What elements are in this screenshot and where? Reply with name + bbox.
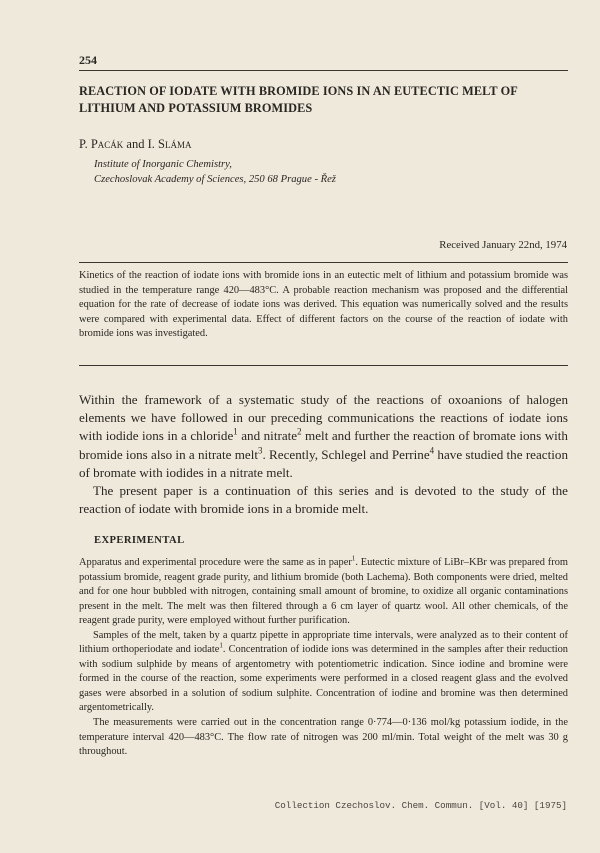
experimental-paragraph-2 xyxy=(79,629,568,716)
experimental-section xyxy=(79,556,568,760)
abstract-top-rule xyxy=(79,262,568,263)
article-title: REACTION OF IODATE WITH BROMIDE IONS IN AN EUTECTIC MELT OF LITHIUM AND POTASSIUM BROMIDES xyxy=(79,84,518,115)
author1-last-rest: acák xyxy=(97,137,124,151)
ref-1: 1 xyxy=(233,427,238,438)
section-heading-experimental: EXPERIMENTAL xyxy=(94,535,185,546)
intro-paragraph-2: The present paper is a continuation of this series and is devoted to the study of the reaction of iodate with bromide ions in a bromide melt. xyxy=(79,483,568,517)
exp-ref-1: 1 xyxy=(351,554,356,563)
intro-text-e: have studied the reaction of bromate with iodides in a nitrate melt. xyxy=(79,446,568,480)
footer-citation: Collection Czechoslov. Chem. Commun. [Vol. 40] [1975] xyxy=(274,800,567,811)
author2-last-initial: S xyxy=(158,137,165,151)
abstract-bottom-rule xyxy=(79,365,568,366)
exp-p1-text-a: Apparatus and experimental procedure were the same as in paper xyxy=(79,557,352,568)
authors xyxy=(79,137,191,152)
exp-p2-text-a: Samples of the melt, taken by a quartz pipette in appropriate time intervals, were analyzed as to their content of lithium orthoperiodate and iodate xyxy=(79,629,568,656)
received-date: Received January 22nd, 1974 xyxy=(439,239,567,251)
intro-text-b: and nitrate xyxy=(237,428,298,444)
intro-text-c: melt and further the reaction of bromate ions with bromide ions also in a nitrate melt xyxy=(79,428,568,462)
introduction xyxy=(79,391,568,518)
author2-last-rest: láma xyxy=(164,137,192,151)
affiliation-line2: Czechoslovak Academy of Sciences, 250 68 Prague - Řež xyxy=(94,174,336,185)
intro-text-a: Within the framework of a systematic study of the reactions of oxoanions of halogen elements we have followed in our preceding communications the reactions of iodate ions with iodide ions in a chloride xyxy=(79,392,568,444)
ref-3: 3 xyxy=(258,445,263,456)
header-rule xyxy=(79,70,568,71)
intro-paragraph-1 xyxy=(79,391,568,482)
author1-first: P. xyxy=(79,137,91,151)
exp-p1-text-b: . Eutectic mixture of LiBr–KBr was prepared from potassium bromide, reagent grade purity, and lithium bromide (both Lachema). Both components were dried, melted and for one hour bubbled with nitrogen, containing small amount of bromine, to oxidize all organic contaminations present in the melt. The melt was then filtered through a 6 cm layer of quartz wool. All other chemicals, of the reagent grade purity, were employed without further purification. xyxy=(79,557,568,627)
exp-p2-text-b: . Concentration of iodide ions was determined in the samples after their reduction with sodium sulphide by means of argentometry with potentiometric indication. Since iodine and bromine were formed in the course of the reaction, some experiments were performed in a closed reagent glass and the evolved gases were absorbed in a solution of sodium sulphite. Concentration of iodine and bromine was then determined argentometrically. xyxy=(79,644,568,714)
affiliation xyxy=(94,157,336,187)
exp-ref-2: 1 xyxy=(219,641,223,650)
affiliation-line1: Institute of Inorganic Chemistry, xyxy=(94,159,232,170)
ref-2: 2 xyxy=(297,427,302,438)
author1-last-initial: P xyxy=(90,137,98,151)
ref-4: 4 xyxy=(429,445,435,456)
experimental-paragraph-1 xyxy=(79,556,568,629)
page-number: 254 xyxy=(79,53,97,67)
author2-first: I. xyxy=(147,137,159,151)
abstract: Kinetics of the reaction of iodate ions with bromide ions in an eutectic melt of lithium and potassium bromide was studied in the temperature range 420—483°C. A probable reaction mechanism was proposed and the differential equation for the rate of decrease of iodate ions was derived. This equation was numerically solved and the results were compared with experimental data. Effect of different factors on the course of the reaction of iodate with bromide ions was investigated. xyxy=(79,270,568,339)
authors-connector: and xyxy=(123,137,148,151)
experimental-paragraph-3: The measurements were carried out in the concentration range 0·774—0·136 mol/kg potassium iodide, in the temperature interval 420—483°C. The flow rate of nitrogen was 200 ml/min. Total weight of the melt was 30 g throughout. xyxy=(79,717,568,758)
intro-text-d: . Recently, Schlegel and Perrine xyxy=(262,446,430,462)
